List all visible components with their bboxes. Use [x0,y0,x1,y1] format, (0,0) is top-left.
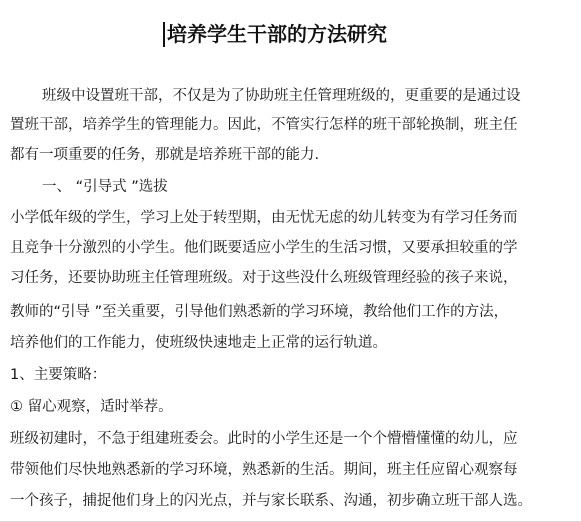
paragraph-line-13: 带领他们尽快地熟悉新的学习环境，熟悉新的生活。期间，班主任应留心观察每 [10,462,518,478]
paragraph-line-14: 一个孩子，捕捉他们身上的闪光点，并与家长联系、沟通，初步确立班干部人选。 [10,493,532,509]
paragraph-line-3: 都有一项重要的任务，那就是培养班干部的能力. [10,147,320,163]
paragraph-line-12: 班级初建时，不急于组建班委会。此时的小学生还是一个个懵懵懂懂的幼儿，应 [10,431,518,447]
paragraph-line-5: 小学低年级的学生，学习上处于转型期，由无忧无虑的幼儿转变为有学习任务而 [10,210,518,226]
section-heading-selection: 一、 “引导式 ”选拔 [42,179,168,195]
paragraph-line-2: 置班干部，培养学生的管理能力。因此，不管实行怎样的班干部轮换制，班主任 [10,117,518,133]
paragraph-line-6: 且竞争十分激烈的小学生。他们既要适应小学生的生活习惯，又要承担较重的学 [10,240,518,256]
paragraph-line-8: 教师的“引导 ”至关重要，引导他们熟悉新的学习环境，教给他们工作的方法， [10,304,509,320]
paragraph-line-7: 习任务，还要协助班主任管理班级。对于这些没什么班级管理经验的孩子来说， [10,270,518,286]
paragraph-line-9: 培养他们的工作能力，使班级快速地走上正常的运行轨道。 [10,335,387,351]
document-title: 培养学生干部的方法研究 [167,22,387,46]
paragraph-line-1: 班级中设置班干部，不仅是为了协助班主任管理班级的，更重要的是通过设 [42,88,521,104]
strategy-heading: 1、主要策略： [10,367,107,383]
strategy-item-1: ① 留心观察，适时举荐。 [10,399,173,415]
text-cursor [163,22,165,47]
